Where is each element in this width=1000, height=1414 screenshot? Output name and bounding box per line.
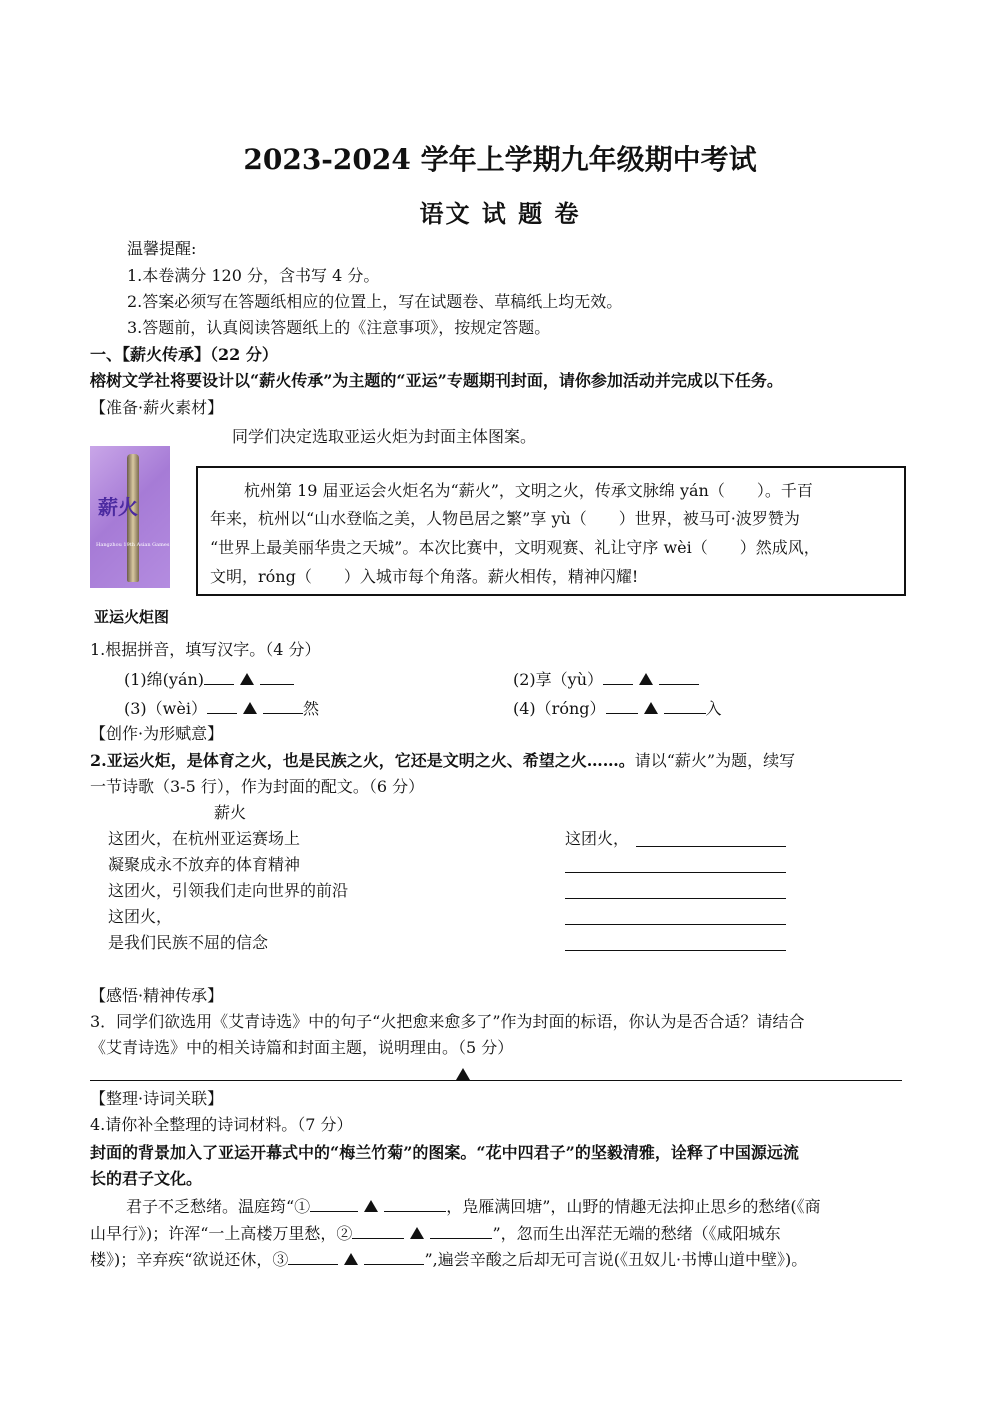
q1-item-label: (1)绵(yán) — [124, 670, 205, 689]
exam-title: 2023-2024 学年上学期九年级期中考试 — [243, 143, 757, 176]
torch-logo-caption: Hangzhou 19th Asian Games — [96, 542, 170, 548]
answer-blank[interactable] — [352, 1220, 404, 1239]
answer-blank[interactable] — [606, 695, 638, 714]
q4-text: ”,遍尝辛酸之后却无可言说(《丑奴儿·书博山道中壁》)。 — [424, 1250, 808, 1269]
q1-item-suffix: 然 — [302, 699, 319, 718]
q1-item-label: (2)享（yù） — [513, 670, 604, 689]
poem-line: 这团火，引领我们走向世界的前沿 — [108, 881, 349, 900]
tips-item: 1.本卷满分 120 分，含书写 4 分。 — [127, 266, 380, 285]
poem-line: 这团火， — [108, 907, 173, 926]
q4-intro: 长的君子文化。 — [90, 1169, 203, 1188]
subsection-heading: 【感悟·精神传承】 — [90, 986, 224, 1005]
passage-line: 文明，róng（ ）入城市每个角落。薪火相传，精神闪耀! — [210, 567, 639, 586]
poem-line: 凝聚成永不放弃的体育精神 — [108, 855, 301, 874]
q4-text: 山早行》)；许浑“一上高楼万里愁，② — [90, 1224, 353, 1243]
q4-line — [90, 1220, 781, 1247]
triangle-icon — [644, 702, 658, 714]
q1-item-3 — [124, 695, 319, 722]
triangle-icon — [410, 1227, 424, 1239]
answer-blank[interactable] — [384, 1193, 446, 1212]
q3-answer-line[interactable] — [90, 1080, 902, 1081]
q1-item-2 — [513, 666, 699, 693]
poem-answer-line[interactable] — [565, 924, 786, 925]
q2-stem-bold: 2.亚运火炬，是体育之火，也是民族之火，它还是文明之火、希望之火……。 — [90, 751, 635, 770]
q4-stem: 4.请你补全整理的诗词材料。（7 分） — [90, 1115, 353, 1134]
subsection-heading: 【准备·薪火素材】 — [90, 398, 224, 417]
triangle-icon — [240, 673, 254, 685]
q2-stem — [90, 748, 795, 774]
answer-blank[interactable] — [204, 666, 234, 685]
poem-answer-line[interactable] — [636, 846, 786, 847]
poem-line: 是我们民族不屈的信念 — [108, 933, 269, 952]
poem-continue-prefix: 这团火， — [565, 829, 630, 848]
q4-line — [126, 1193, 821, 1220]
image-caption: 亚运火炬图 — [94, 608, 170, 626]
q4-text: 君子不乏愁绪。温庭筠“① — [126, 1197, 311, 1216]
subsection-heading: 【整理·诗词关联】 — [90, 1089, 224, 1108]
answer-blank[interactable] — [664, 695, 706, 714]
q1-stem: 1.根据拼音，填写汉字。（4 分） — [90, 640, 321, 659]
prep-text: 同学们决定选取亚运火炬为封面主体图案。 — [232, 427, 537, 446]
passage-line: 杭州第 19 届亚运会火炬名为“薪火”，文明之火，传承文脉绵 yán（ ）。千百 — [244, 481, 813, 500]
q4-text: 楼》)；辛弃疾“欲说还休，③ — [90, 1250, 289, 1269]
triangle-icon — [344, 1253, 358, 1265]
q2-stem-line2: 一节诗歌（3-5 行），作为封面的配文。（6 分） — [90, 777, 425, 796]
q2-stem-rest: 请以“薪火”为题，续写 — [634, 751, 796, 770]
poem-title: 薪火 — [214, 803, 247, 822]
triangle-icon — [456, 1068, 470, 1080]
q4-text: ”，忽而生出浑茫无端的愁绪（《咸阳城东 — [492, 1224, 781, 1243]
tips-item: 2.答案必须写在答题纸相应的位置上，写在试题卷、草稿纸上均无效。 — [127, 292, 623, 311]
poem-answer-line[interactable] — [565, 950, 786, 951]
q1-item-1 — [124, 666, 294, 693]
triangle-icon — [243, 702, 257, 714]
answer-blank[interactable] — [310, 1193, 358, 1212]
answer-blank[interactable] — [260, 666, 294, 685]
passage-line: “世界上最美丽华贵之天城”。本次比赛中，文明观赛、礼让守序 wèi（ ）然成风， — [210, 538, 820, 557]
q1-item-label: (4)（róng） — [513, 699, 606, 718]
q1-item-4 — [513, 695, 722, 722]
passage-line: 年来，杭州以“山水登临之美，人物邑居之繁”享 yù（ ）世界，被马可·波罗赞为 — [210, 509, 800, 528]
section-intro: 榕树文学社将要设计以“薪火传承”为主题的“亚运”专题期刊封面，请你参加活动并完成以下任务。 — [90, 371, 783, 390]
triangle-icon — [639, 673, 653, 685]
answer-blank[interactable] — [263, 695, 303, 714]
poem-line: 这团火，在杭州亚运赛场上 — [108, 829, 301, 848]
q4-text: ，凫雁满回塘”，山野的情趣无法抑止思乡的愁绪(《商 — [446, 1197, 821, 1216]
answer-blank[interactable] — [603, 666, 633, 685]
tips-item: 3.答题前，认真阅读答题纸上的《注意事项》，按规定答题。 — [127, 318, 551, 337]
q4-intro: 封面的背景加入了亚运开幕式中的“梅兰竹菊”的图案。“花中四君子”的坚毅清雅，诠释了中国源远流 — [90, 1143, 799, 1162]
triangle-icon — [364, 1200, 378, 1212]
answer-blank[interactable] — [288, 1246, 338, 1265]
poem-answer-line[interactable] — [565, 872, 786, 873]
answer-blank[interactable] — [364, 1246, 424, 1265]
answer-blank[interactable] — [207, 695, 237, 714]
q1-item-label: (3)（wèi） — [124, 699, 207, 718]
answer-blank[interactable] — [659, 666, 699, 685]
q3-stem: 3．同学们欲选用《艾青诗选》中的句子“火把愈来愈多了”作为封面的标语，你认为是否合适？请结合 — [90, 1012, 805, 1031]
q4-line — [90, 1246, 807, 1273]
q3-stem: 《艾青诗选》中的相关诗篇和封面主题，说明理由。（5 分） — [90, 1038, 514, 1057]
torch-image — [90, 446, 170, 588]
exam-subtitle: 语文 试 题 卷 — [419, 199, 581, 228]
section-heading: 一、【薪火传承】（22 分） — [90, 345, 278, 364]
tips-heading: 温馨提醒: — [127, 239, 197, 258]
subsection-heading: 【创作·为形赋意】 — [90, 724, 224, 743]
poem-answer-line[interactable] — [565, 898, 786, 899]
torch-logo-text: 薪火 — [98, 495, 138, 519]
answer-blank[interactable] — [430, 1220, 492, 1239]
q1-item-suffix: 入 — [705, 699, 722, 718]
